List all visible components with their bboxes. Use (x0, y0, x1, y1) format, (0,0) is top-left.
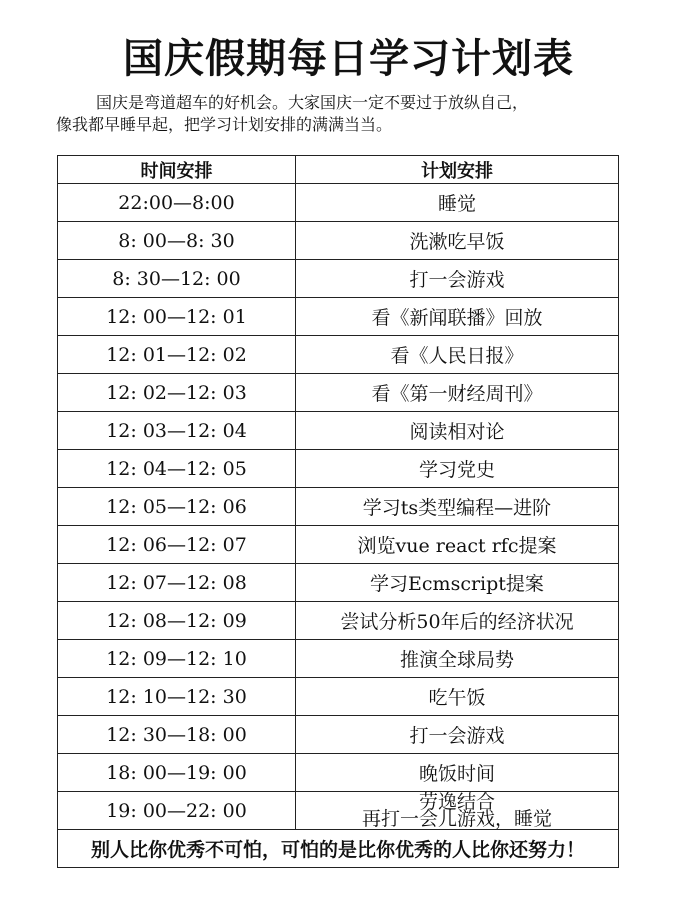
plan-cell-two-line (296, 792, 619, 830)
plan-cell: 打一会游戏 (296, 260, 619, 298)
plan-line-2: 再打一会儿游戏，睡觉 (361, 807, 552, 830)
table-row (58, 564, 619, 602)
plan-cell: 推演全球局势 (296, 640, 619, 678)
motto-text: 别人比你优秀不可怕，可怕的是比你优秀的人比你还努力！ (58, 830, 619, 868)
time-cell: 12: 30—18: 00 (58, 716, 296, 754)
table-row (58, 298, 619, 336)
plan-cell: 学习ts类型编程—进阶 (296, 488, 619, 526)
table-row (58, 412, 619, 450)
table-row (58, 526, 619, 564)
plan-cell: 学习Ecmscript提案 (296, 564, 619, 602)
time-cell: 12: 09—12: 10 (58, 640, 296, 678)
time-cell: 12: 04—12: 05 (58, 450, 296, 488)
table-row (58, 754, 619, 792)
plan-cell: 阅读相对论 (296, 412, 619, 450)
time-cell: 8: 00—8: 30 (58, 222, 296, 260)
plan-cell: 晚饭时间 (296, 754, 619, 792)
time-cell: 12: 00—12: 01 (58, 298, 296, 336)
plan-line-1: 劳逸结合 (418, 790, 495, 813)
plan-cell: 尝试分析50年后的经济状况 (296, 602, 619, 640)
plan-cell: 吃午饭 (296, 678, 619, 716)
plan-cell: 打一会游戏 (296, 716, 619, 754)
table-header-row (58, 156, 619, 184)
plan-cell: 看《人民日报》 (296, 336, 619, 374)
table-row (58, 260, 619, 298)
time-cell: 12: 03—12: 04 (58, 412, 296, 450)
table-row (58, 450, 619, 488)
intro-line-1: 国庆是弯道超车的好机会。大家国庆一定不要过于放纵自己， (96, 93, 529, 112)
time-cell: 12: 08—12: 09 (58, 602, 296, 640)
time-cell: 12: 01—12: 02 (58, 336, 296, 374)
plan-cell: 洗漱吃早饭 (296, 222, 619, 260)
time-cell: 18: 00—19: 00 (58, 754, 296, 792)
table-row-last (58, 792, 619, 830)
time-cell: 8: 30—12: 00 (58, 260, 296, 298)
intro-line-2: 像我都早睡早起，把学习计划安排的满满当当。 (56, 115, 393, 134)
header-time: 时间安排 (58, 156, 296, 184)
table-row (58, 716, 619, 754)
table-row (58, 222, 619, 260)
table-row (58, 602, 619, 640)
time-cell: 12: 10—12: 30 (58, 678, 296, 716)
plan-cell: 看《新闻联播》回放 (296, 298, 619, 336)
table-row (58, 336, 619, 374)
time-cell: 12: 05—12: 06 (58, 488, 296, 526)
plan-cell: 学习党史 (296, 450, 619, 488)
table-row (58, 374, 619, 412)
time-cell: 12: 02—12: 03 (58, 374, 296, 412)
header-plan: 计划安排 (296, 156, 619, 184)
page-title: 国庆假期每日学习计划表 (123, 36, 574, 82)
time-cell: 22:00—8:00 (58, 184, 296, 222)
schedule-table (57, 155, 619, 868)
time-cell: 12: 06—12: 07 (58, 526, 296, 564)
time-cell: 12: 07—12: 08 (58, 564, 296, 602)
plan-cell: 睡觉 (296, 184, 619, 222)
time-cell: 19: 00—22: 00 (58, 792, 296, 830)
plan-cell: 浏览vue react rfc提案 (296, 526, 619, 564)
plan-cell: 看《第一财经周刊》 (296, 374, 619, 412)
table-footer-row (58, 830, 619, 868)
table-row (58, 184, 619, 222)
table-row (58, 488, 619, 526)
table-row (58, 640, 619, 678)
table-row (58, 678, 619, 716)
intro-paragraph (56, 92, 636, 136)
